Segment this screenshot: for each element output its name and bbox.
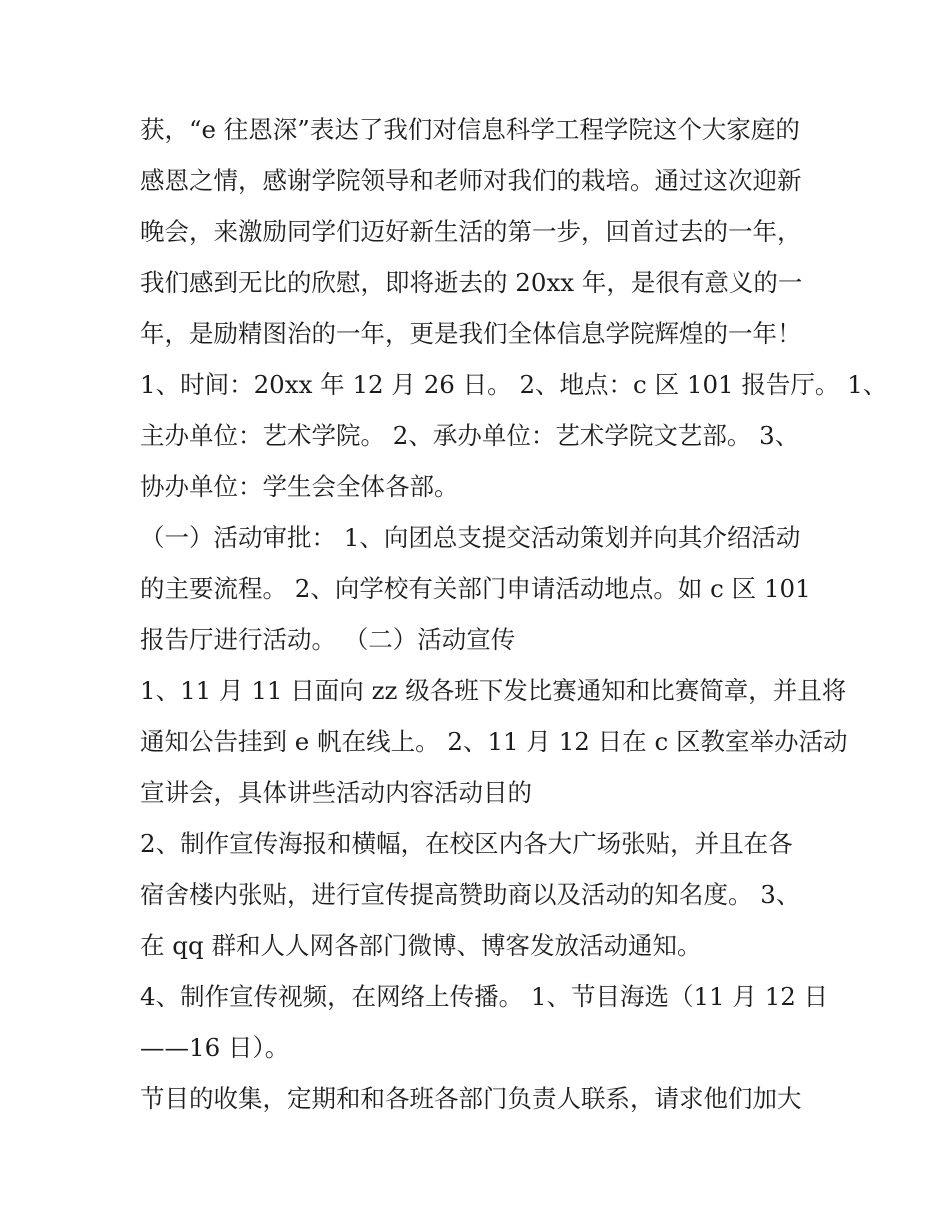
- text-line: （一）活动审批： 1、向团总支提交活动策划并向其介绍活动: [140, 523, 801, 552]
- text-line: 晚会，来激励同学们迈好新生活的第一步，回首过去的一年，: [140, 217, 802, 246]
- text-line: 报告厅进行活动。 （二）活动宣传: [140, 625, 516, 654]
- text-line: 感恩之情，感谢学院领导和老师对我们的栽培。通过这次迎新: [140, 166, 802, 195]
- text-line: 2、制作宣传海报和横幅，在校区内各大广场张贴，并且在各: [140, 829, 793, 858]
- text-line: 协办单位：学生会全体各部。: [140, 472, 459, 501]
- text-line: 年，是励精图治的一年，更是我们全体信息学院辉煌的一年！: [140, 319, 802, 348]
- text-line: 在 qq 群和人人网各部门微博、博客发放活动通知。: [140, 931, 702, 960]
- text-line: 主办单位：艺术学院。 2、承办单位：艺术学院文艺部。 3、: [140, 421, 800, 450]
- text-line: ——16 日）。: [140, 1033, 290, 1062]
- text-line: 宣讲会，具体讲些活动内容活动目的: [140, 778, 532, 807]
- text-line: 1、11 月 11 日面向 zz 级各班下发比赛通知和比赛简章，并且将: [140, 676, 847, 705]
- text-line: 节目的收集，定期和和各班各部门负责人联系，请求他们加大: [140, 1084, 802, 1113]
- text-line: 1、时间：20xx 年 12 月 26 日。 2、地点：c 区 101 报告厅。 1、: [140, 370, 888, 399]
- text-line: 4、制作宣传视频，在网络上传播。 1、节目海选（11 月 12 日: [140, 982, 829, 1011]
- text-line: 的主要流程。 2、向学校有关部门申请活动地点。如 c 区 101: [140, 574, 811, 603]
- text-line: 通知公告挂到 e 帆在线上。 2、11 月 12 日在 c 区教室举办活动: [140, 727, 848, 756]
- body-text: [140, 104, 888, 1124]
- text-line: 宿舍楼内张贴，进行宣传提高赞助商以及活动的知名度。 3、: [140, 880, 801, 909]
- text-line: 获，“e 往恩深”表达了我们对信息科学工程学院这个大家庭的: [140, 115, 800, 144]
- text-line: 我们感到无比的欣慰，即将逝去的 20xx 年，是很有意义的一: [140, 268, 803, 297]
